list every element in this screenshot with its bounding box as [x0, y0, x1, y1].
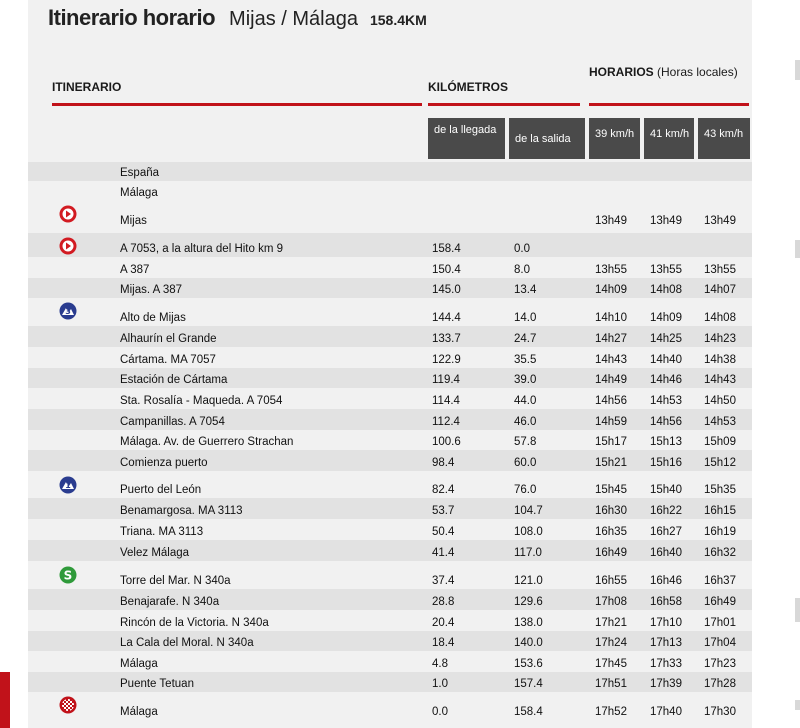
- km-salida-cell: 157.4: [514, 678, 543, 690]
- time-41-cell: 14h46: [650, 374, 682, 386]
- horarios-label: HORARIOS: [589, 65, 654, 79]
- km-llegada-cell: 98.4: [432, 457, 455, 469]
- edge-mark: [795, 598, 800, 622]
- km-salida-cell: 39.0: [514, 374, 537, 386]
- time-43-cell: 14h38: [704, 354, 736, 366]
- time-43-cell: 16h19: [704, 526, 736, 538]
- time-39-cell: 14h27: [595, 333, 627, 345]
- km-llegada-cell: 144.4: [432, 312, 461, 324]
- table-row: [28, 672, 752, 692]
- finish-icon: [58, 695, 78, 715]
- time-43-cell: 13h55: [704, 264, 736, 276]
- km-salida-cell: 46.0: [514, 416, 537, 428]
- place-cell: Málaga. Av. de Guerrero Strachan: [120, 436, 294, 448]
- place-cell: La Cala del Moral. N 340a: [120, 637, 254, 649]
- time-39-cell: 15h45: [595, 484, 627, 496]
- time-43-cell: 17h23: [704, 658, 736, 670]
- table-row: [28, 368, 752, 388]
- place-cell: España: [120, 167, 160, 179]
- place-cell: Cártama. MA 7057: [120, 354, 216, 366]
- time-39-cell: 14h09: [595, 284, 627, 296]
- edge-mark: [795, 700, 800, 710]
- km-salida-cell: 117.0: [514, 547, 542, 559]
- title-route: Mijas / Málaga: [229, 8, 358, 30]
- time-41-cell: 17h13: [650, 637, 682, 649]
- time-43-cell: 15h35: [704, 484, 736, 496]
- climb-1-icon: [58, 475, 78, 495]
- place-cell: Torre del Mar. N 340a: [120, 575, 231, 587]
- time-43-cell: 17h30: [704, 706, 736, 718]
- table-row: [28, 278, 752, 298]
- time-39-cell: 14h43: [595, 354, 627, 366]
- time-43-cell: 17h04: [704, 637, 736, 649]
- table-row: [28, 498, 752, 519]
- km-salida-cell: 24.7: [514, 333, 537, 345]
- table-row: [28, 326, 752, 347]
- time-39-cell: 13h49: [595, 215, 627, 227]
- time-41-cell: 14h08: [650, 284, 682, 296]
- table-row: [28, 201, 752, 229]
- place-cell: Málaga: [120, 706, 158, 718]
- time-41-cell: 13h49: [650, 215, 682, 227]
- time-43-cell: 14h23: [704, 333, 736, 345]
- table-row: [28, 409, 752, 430]
- col-speed-39: 39 km/h: [589, 118, 640, 159]
- time-41-cell: 15h40: [650, 484, 682, 496]
- time-41-cell: 14h53: [650, 395, 682, 407]
- header-rule: [52, 103, 422, 106]
- time-43-cell: 14h43: [704, 374, 736, 386]
- place-cell: Campanillas. A 7054: [120, 416, 225, 428]
- place-cell: Velez Málaga: [120, 547, 190, 559]
- right-margin: [752, 0, 800, 728]
- header-rule: [428, 103, 580, 106]
- km-llegada-cell: 41.4: [432, 547, 455, 559]
- time-39-cell: 13h55: [595, 264, 627, 276]
- km-salida-cell: 44.0: [514, 395, 537, 407]
- climb-3-icon: [58, 301, 78, 321]
- header-itinerario: ITINERARIO: [52, 80, 122, 94]
- time-43-cell: 14h53: [704, 416, 736, 428]
- time-41-cell: 15h16: [650, 457, 682, 469]
- svg-text:S: S: [63, 568, 73, 583]
- title-main: Itinerario horario: [48, 5, 216, 30]
- time-39-cell: 17h45: [595, 658, 627, 670]
- table-row: [28, 540, 752, 561]
- time-39-cell: 16h55: [595, 575, 627, 587]
- time-39-cell: 16h30: [595, 505, 627, 517]
- header-kilometros: KILÓMETROS: [428, 80, 508, 94]
- table-row: [28, 450, 752, 471]
- place-cell: A 7053, a la altura del Hito km 9: [120, 243, 284, 255]
- km-llegada-cell: 18.4: [432, 637, 455, 649]
- km-salida-cell: 35.5: [514, 354, 537, 366]
- time-43-cell: 16h49: [704, 596, 736, 608]
- place-cell: Mijas. A 387: [120, 284, 183, 296]
- km-llegada-cell: 145.0: [432, 284, 461, 296]
- table-row: [28, 610, 752, 631]
- km-llegada-cell: 4.8: [432, 658, 448, 670]
- place-cell: Triana. MA 3113: [120, 526, 204, 538]
- time-41-cell: 14h40: [650, 354, 682, 366]
- svg-text:3: 3: [65, 307, 71, 316]
- time-39-cell: 17h52: [595, 706, 627, 718]
- time-41-cell: 13h55: [650, 264, 682, 276]
- km-llegada-cell: 20.4: [432, 617, 455, 629]
- time-43-cell: 14h07: [704, 284, 736, 296]
- time-41-cell: 17h10: [650, 617, 682, 629]
- time-39-cell: 15h17: [595, 436, 627, 448]
- km-llegada-cell: 133.7: [432, 333, 461, 345]
- table-row: [28, 257, 752, 278]
- km-llegada-cell: 150.4: [432, 264, 461, 276]
- horarios-note: (Horas locales): [657, 65, 738, 79]
- km-llegada-cell: 114.4: [432, 395, 460, 407]
- time-41-cell: 14h56: [650, 416, 682, 428]
- table-row: [28, 651, 752, 672]
- place-cell: Puente Tetuan: [120, 678, 194, 690]
- col-speed-43: 43 km/h: [698, 118, 750, 159]
- time-43-cell: 16h32: [704, 547, 736, 559]
- place-cell: A 387: [120, 264, 150, 276]
- start-icon: [58, 204, 78, 224]
- table-row: [28, 298, 752, 326]
- time-43-cell: 14h08: [704, 312, 736, 324]
- km-llegada-cell: 112.4: [432, 416, 460, 428]
- km-salida-cell: 0.0: [514, 243, 530, 255]
- km-salida-cell: 8.0: [514, 264, 530, 276]
- place-cell: Benamargosa. MA 3113: [120, 505, 243, 517]
- table-row: [28, 562, 752, 589]
- place-cell: Comienza puerto: [120, 457, 208, 469]
- place-cell: Benajarafe. N 340a: [120, 596, 220, 608]
- page-title: [48, 5, 427, 31]
- km-salida-cell: 76.0: [514, 484, 537, 496]
- col-km-salida: de la salida: [509, 118, 585, 159]
- time-41-cell: 16h27: [650, 526, 682, 538]
- table-row: [28, 162, 752, 181]
- time-39-cell: 16h49: [595, 547, 627, 559]
- km-salida-cell: 153.6: [514, 658, 543, 670]
- time-43-cell: 16h37: [704, 575, 736, 587]
- place-cell: Puerto del León: [120, 484, 202, 496]
- sprint-icon: [58, 565, 78, 585]
- time-41-cell: 15h13: [650, 436, 682, 448]
- table-row: [28, 388, 752, 409]
- time-43-cell: 15h12: [704, 457, 736, 469]
- time-39-cell: 14h59: [595, 416, 627, 428]
- time-43-cell: 17h01: [704, 617, 736, 629]
- col-km-llegada: de la llegada: [428, 118, 505, 159]
- km-llegada-cell: 28.8: [432, 596, 455, 608]
- table-row: [28, 589, 752, 610]
- km-salida-cell: 129.6: [514, 596, 543, 608]
- place-cell: Mijas: [120, 215, 147, 227]
- table-row: [28, 233, 752, 257]
- km-llegada-cell: 37.4: [432, 575, 455, 587]
- time-39-cell: 17h08: [595, 596, 627, 608]
- time-41-cell: 17h40: [650, 706, 682, 718]
- start-icon: [58, 236, 78, 256]
- time-43-cell: 14h50: [704, 395, 736, 407]
- time-43-cell: 13h49: [704, 215, 736, 227]
- time-41-cell: 14h09: [650, 312, 682, 324]
- table-row: [28, 631, 752, 651]
- table-row: [28, 181, 752, 201]
- time-39-cell: 17h24: [595, 637, 627, 649]
- time-39-cell: 17h51: [595, 678, 627, 690]
- left-white-strip: [10, 672, 28, 728]
- edge-mark: [795, 240, 800, 258]
- time-41-cell: 14h25: [650, 333, 682, 345]
- time-39-cell: 14h49: [595, 374, 627, 386]
- km-salida-cell: 138.0: [514, 617, 543, 629]
- time-41-cell: 17h39: [650, 678, 682, 690]
- km-llegada-cell: 122.9: [432, 354, 461, 366]
- km-llegada-cell: 158.4: [432, 243, 461, 255]
- km-salida-cell: 104.7: [514, 505, 543, 517]
- table-row: [28, 430, 752, 450]
- svg-text:1: 1: [65, 481, 71, 490]
- km-llegada-cell: 100.6: [432, 436, 461, 448]
- time-43-cell: 17h28: [704, 678, 736, 690]
- km-salida-cell: 60.0: [514, 457, 537, 469]
- col-speed-41: 41 km/h: [644, 118, 694, 159]
- km-salida-cell: 108.0: [514, 526, 543, 538]
- km-llegada-cell: 53.7: [432, 505, 455, 517]
- time-41-cell: 17h33: [650, 658, 682, 670]
- table-row: [28, 519, 752, 540]
- km-llegada-cell: 1.0: [432, 678, 448, 690]
- km-salida-cell: 14.0: [514, 312, 537, 324]
- time-41-cell: 16h46: [650, 575, 682, 587]
- header-rule: [589, 103, 749, 106]
- km-salida-cell: 57.8: [514, 436, 537, 448]
- time-39-cell: 14h10: [595, 312, 627, 324]
- edge-mark: [795, 60, 800, 80]
- time-41-cell: 16h58: [650, 596, 682, 608]
- place-cell: Alhaurín el Grande: [120, 333, 217, 345]
- left-red-strip: [0, 672, 10, 728]
- place-cell: Sta. Rosalía - Maqueda. A 7054: [120, 395, 283, 407]
- km-llegada-cell: 50.4: [432, 526, 455, 538]
- time-39-cell: 14h56: [595, 395, 627, 407]
- table-row: [28, 472, 752, 498]
- time-41-cell: 16h22: [650, 505, 682, 517]
- km-salida-cell: 121.0: [514, 575, 543, 587]
- time-41-cell: 16h40: [650, 547, 682, 559]
- place-cell: Málaga: [120, 658, 158, 670]
- time-39-cell: 17h21: [595, 617, 627, 629]
- time-39-cell: 15h21: [595, 457, 627, 469]
- table-row: [28, 692, 752, 720]
- title-distance: 158.4KM: [369, 12, 427, 28]
- time-43-cell: 16h15: [704, 505, 736, 517]
- place-cell: Málaga: [120, 187, 158, 199]
- time-43-cell: 15h09: [704, 436, 736, 448]
- header-horarios: [589, 65, 739, 80]
- place-cell: Alto de Mijas: [120, 312, 186, 324]
- place-cell: Rincón de la Victoria. N 340a: [120, 617, 269, 629]
- table-row: [28, 347, 752, 368]
- km-llegada-cell: 82.4: [432, 484, 455, 496]
- km-salida-cell: 13.4: [514, 284, 537, 296]
- km-salida-cell: 140.0: [514, 637, 543, 649]
- km-salida-cell: 158.4: [514, 706, 543, 718]
- place-cell: Estación de Cártama: [120, 374, 228, 386]
- time-39-cell: 16h35: [595, 526, 627, 538]
- km-llegada-cell: 0.0: [432, 706, 448, 718]
- km-llegada-cell: 119.4: [432, 374, 460, 386]
